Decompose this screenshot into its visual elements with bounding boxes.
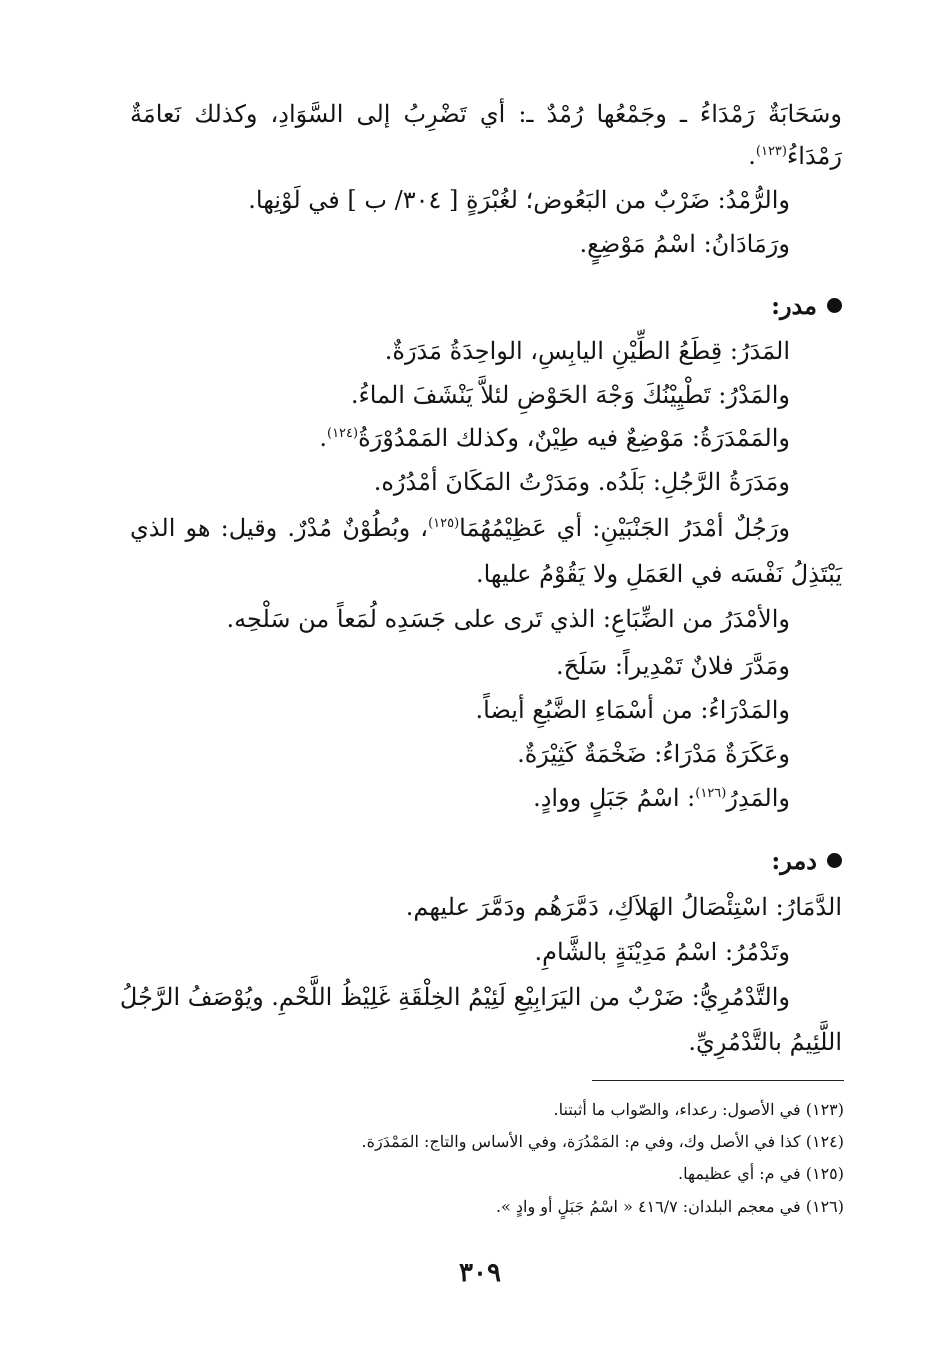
page-number: ٣٠٩ bbox=[459, 1258, 501, 1288]
entry-text: المَدَرُ: قِطَعُ الطِّيْنِ اليابِسِ، الواحِدَةُ مَدَرَةٌ. bbox=[384, 337, 790, 365]
footnotes bbox=[200, 0, 844, 1230]
entry-text: ومَدَرَةُ الرَّجُلِ: بَلَدُه. ومَدَرْتُ المَكَانَ أمْدُرُه. bbox=[373, 468, 790, 496]
entry-text: والمَدِرُ bbox=[726, 784, 790, 812]
footnote-124: (١٢٤) كذا في الأصل وك، وفي م: المَمْدُرَة، وفي الأساس والتاج: المَمْدَرَة. bbox=[361, 1132, 844, 1151]
section-title: مدر: bbox=[771, 291, 817, 320]
entry-text: ومَدَّرَ فلانٌ تَمْدِيراً: سَلَحَ. bbox=[556, 652, 790, 680]
entry-text: والمَدْرَاءُ: من أسْمَاءِ الضَّبُعِ أيضاً. bbox=[475, 696, 790, 724]
section-title: دمر: bbox=[771, 846, 817, 875]
entry-text: ، وبُطُوْنٌ مُدْرٌ. وقيل: هو الذي bbox=[130, 514, 429, 542]
footnote-125: (١٢٥) في م: أي عظيمها. bbox=[678, 1164, 844, 1183]
entry-text: وعَكَرَةٌ مَدْرَاءُ: ضَخْمَةٌ كَثِيْرَةٌ. bbox=[517, 740, 790, 768]
period: . bbox=[748, 142, 756, 170]
entry-text: وسَحَابَةٌ رَمْدَاءُ ـ وجَمْعُها رُمْدٌ ـ: أي تَضْرِبُ إلى السَّوَادِ، وكذلك نَعامَةٌ bbox=[130, 100, 842, 128]
entry-text: ورَجُلٌ أمْدَرُ الجَنْبَيْنِ: أي عَظِيْمُهُمَا bbox=[459, 514, 790, 542]
entry-text: رَمْدَاءُ bbox=[787, 142, 842, 170]
period: . bbox=[319, 424, 327, 452]
entry-text: والمَمْدَرَةُ: مَوْضِعٌ فيه طِيْنٌ، وكذلك المَمْدُوْرَةُ bbox=[358, 424, 790, 452]
entry-text: والأمْدَرُ من الضِّبَاعِ: الذي تَرى على جَسَدِه لُمَعاً من سَلْحِه. bbox=[226, 605, 790, 633]
footnote-ref: (١٢٦) bbox=[695, 786, 727, 801]
entry-text: يَبْتَذِلُ نَفْسَه في العَمَلِ ولا يَقُوْمُ عليها. bbox=[475, 560, 842, 588]
entry-text: : اسْمُ جَبَلٍ ووادٍ. bbox=[533, 784, 696, 812]
entry-text: والتَّدْمُرِيُّ: ضَرْبٌ من اليَرَابِيْعِ لَئِيْمُ الخِلْقَةِ غَلِيْظُ اللَّحْمِ. ويُوْصَفُ الرَّجُلُ bbox=[119, 983, 790, 1011]
footnote-ref: (١٢٤) bbox=[326, 426, 359, 441]
footnote-123: (١٢٣) في الأصول: رعداء، والصّواب ما أثبتنا. bbox=[553, 1100, 844, 1119]
entry-text: ورَمَادَانُ: اسْمُ مَوْضِعٍ. bbox=[579, 230, 790, 258]
footnote-126: (١٢٦) في معجم البلدان: ٤١٦/٧ « اسْمُ جَبَلٍ أو وادٍ ». bbox=[495, 1197, 844, 1216]
entry-text: الدَّمَارُ: اسْتِئْصَالُ الهَلاَكِ، دَمَّرَهُم ودَمَّرَ عليهم. bbox=[405, 893, 842, 921]
entry-text: والمَدْرُ: تَطْيِيْنُكَ وَجْهَ الحَوْضِ لئلاَّ يَنْشَفَ الماءُ. bbox=[350, 381, 790, 409]
entry-text: اللَّئِيمُ بالتَّدْمُرِيِّ. bbox=[688, 1028, 842, 1056]
footnote-ref: (١٢٥) bbox=[428, 516, 460, 531]
entry-text: وتَدْمُرُ: اسْمُ مَدِيْنَةٍ بالشَّامِ. bbox=[534, 938, 790, 966]
entry-text: والرُّمْدُ: ضَرْبٌ من البَعُوض؛ لغُبْرَةٍ [ ٣٠٤/ ب ] في لَوْنِها. bbox=[248, 186, 790, 214]
footnote-ref: (١٢٣) bbox=[755, 144, 787, 159]
